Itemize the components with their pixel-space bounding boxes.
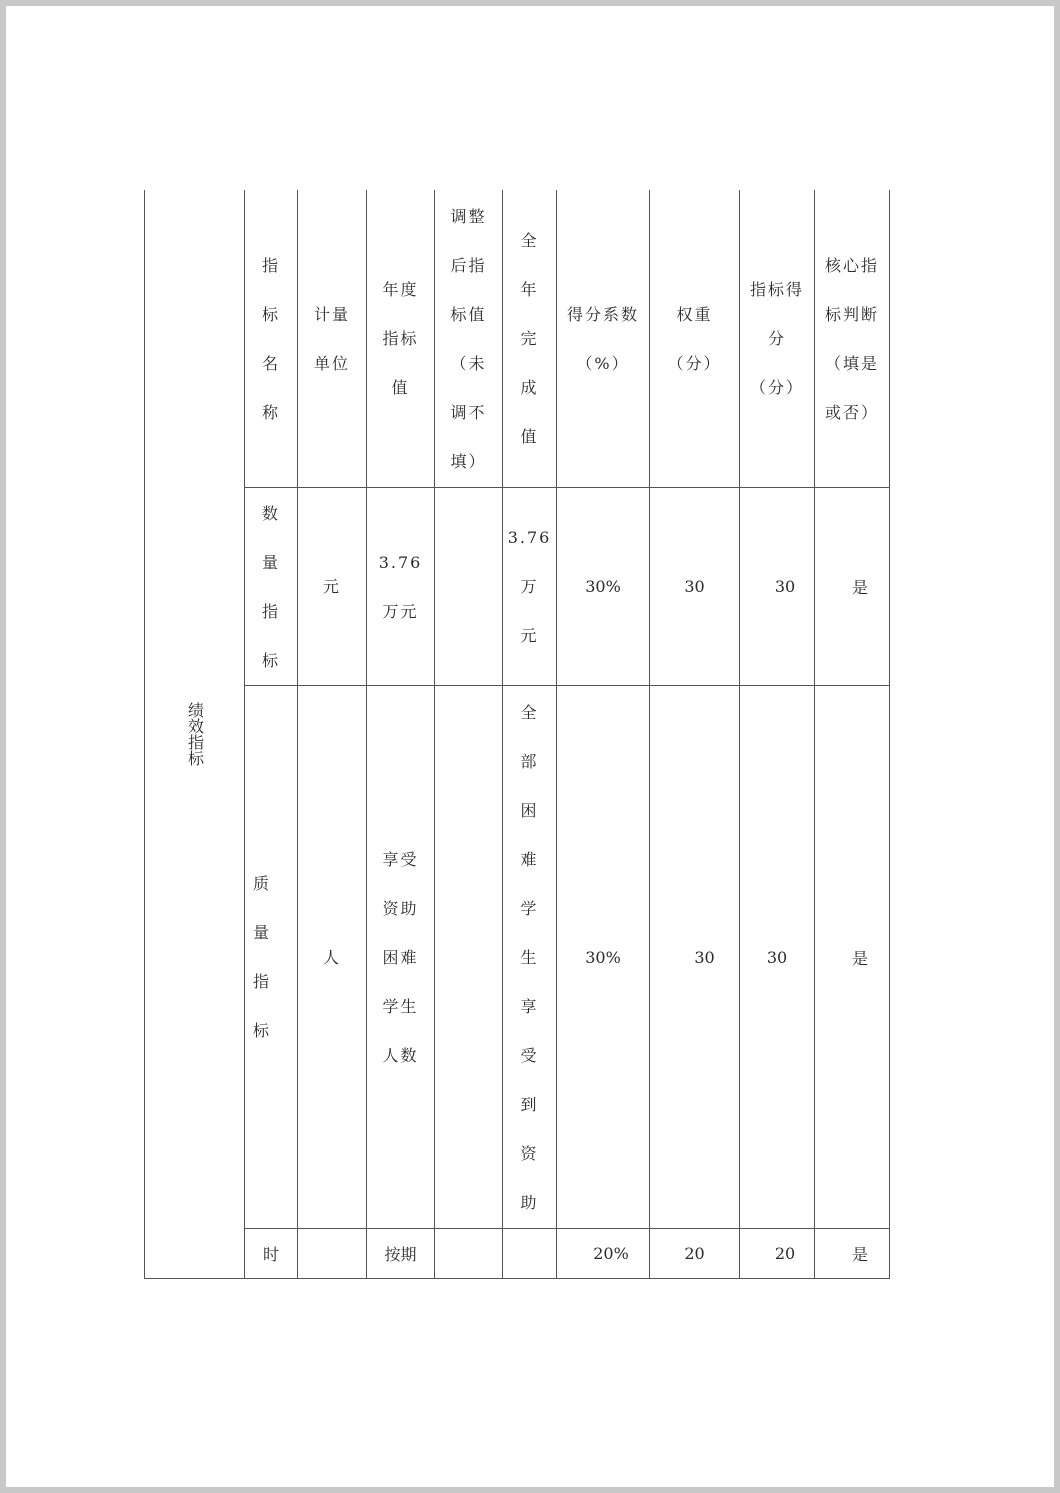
row-quality-name: 质 量 指 标 (252, 874, 271, 1040)
row-quantity-actual: 3.76 万 元 (507, 528, 552, 645)
table-cell-unit (298, 488, 366, 685)
row-quality-actual: 全 部 困 难 学 生 享 受 到 资 助 (520, 702, 539, 1212)
header-adjusted-target (435, 190, 502, 487)
row-quality-annual-target: 享受 资助 困难 学生 人数 (382, 849, 419, 1065)
header-actual (503, 190, 556, 487)
header-unit (298, 190, 366, 487)
row-time-weight: 20 (684, 1244, 705, 1263)
table-cell-actual (503, 488, 556, 685)
table-cell-weight (660, 686, 749, 1228)
table-cell-annual-target (367, 686, 434, 1228)
row-time-core: 是 (851, 1245, 868, 1264)
table-cell-name (245, 1229, 297, 1278)
section-label-cell (145, 190, 244, 1278)
table-cell-unit (298, 1229, 366, 1278)
table-cell-unit (298, 686, 366, 1228)
row-time-annual-target: 按期 (384, 1245, 417, 1264)
header-score-coefficient-text: 得分系数 （%） (566, 304, 639, 373)
section-label: 绩效指标 (185, 702, 205, 766)
header-annual-target (367, 190, 434, 487)
table-cell-core (815, 488, 905, 685)
table-cell-annual-target (367, 488, 434, 685)
header-indicator-name-text: 指 标 名 称 (261, 255, 280, 422)
row-time-score: 20 (774, 1244, 796, 1263)
header-core-text: 核心指 标判断 （填是 或否） (824, 255, 879, 422)
table-cell-score-coefficient (565, 1229, 657, 1278)
header-weight-text: 权重 （分） (667, 304, 722, 373)
row-quality-score-coefficient: 30% (585, 947, 621, 967)
row-quantity-annual-target: 3.76 万元 (378, 552, 423, 621)
row-quantity-name: 数 量 指 标 (261, 503, 280, 670)
table-cell-name (245, 488, 297, 685)
header-score-coefficient (557, 190, 649, 487)
header-score (740, 190, 814, 487)
table-cell-core (815, 1229, 905, 1278)
table-cell-weight (650, 1229, 739, 1278)
table-cell-adjusted-target (435, 686, 502, 1228)
header-score-text: 指标得 分 （分） (749, 280, 804, 397)
header-weight (650, 190, 739, 487)
row-quality-weight: 30 (694, 947, 715, 967)
header-core (815, 190, 889, 487)
header-unit-text: 计量 单位 (313, 304, 350, 373)
table-cell-score-coefficient (557, 686, 649, 1228)
row-quantity-weight: 30 (684, 577, 705, 596)
table-border-bottom (144, 1278, 890, 1279)
row-quantity-score: 30 (774, 577, 796, 596)
table-cell-name (240, 686, 284, 1228)
header-actual-text: 全 年 完 成 值 (520, 231, 539, 446)
row-quality-core: 是 (851, 948, 868, 968)
row-quality-score: 30 (766, 947, 788, 967)
table-cell-actual (503, 1229, 556, 1278)
row-quantity-unit: 元 (322, 577, 341, 596)
row-quality-unit: 人 (322, 947, 341, 967)
table-cell-adjusted-target (435, 1229, 502, 1278)
table-cell-score-coefficient (557, 488, 649, 685)
header-annual-target-text: 年度 指标 值 (382, 280, 419, 397)
table-cell-annual-target (367, 1229, 434, 1278)
table-cell-adjusted-target (435, 488, 502, 685)
row-time-name: 时 (262, 1245, 279, 1264)
header-indicator-name (245, 190, 297, 487)
header-adjusted-target-text: 调整 后指 标值 （未 调不 填） (450, 206, 487, 471)
table-cell-score (740, 686, 814, 1228)
row-quantity-score-coefficient: 30% (585, 577, 621, 596)
table-cell-weight (650, 488, 739, 685)
row-quantity-core: 是 (851, 578, 868, 597)
row-time-score-coefficient: 20% (593, 1244, 629, 1263)
table-cell-actual (503, 686, 556, 1228)
table-cell-core (815, 686, 905, 1228)
